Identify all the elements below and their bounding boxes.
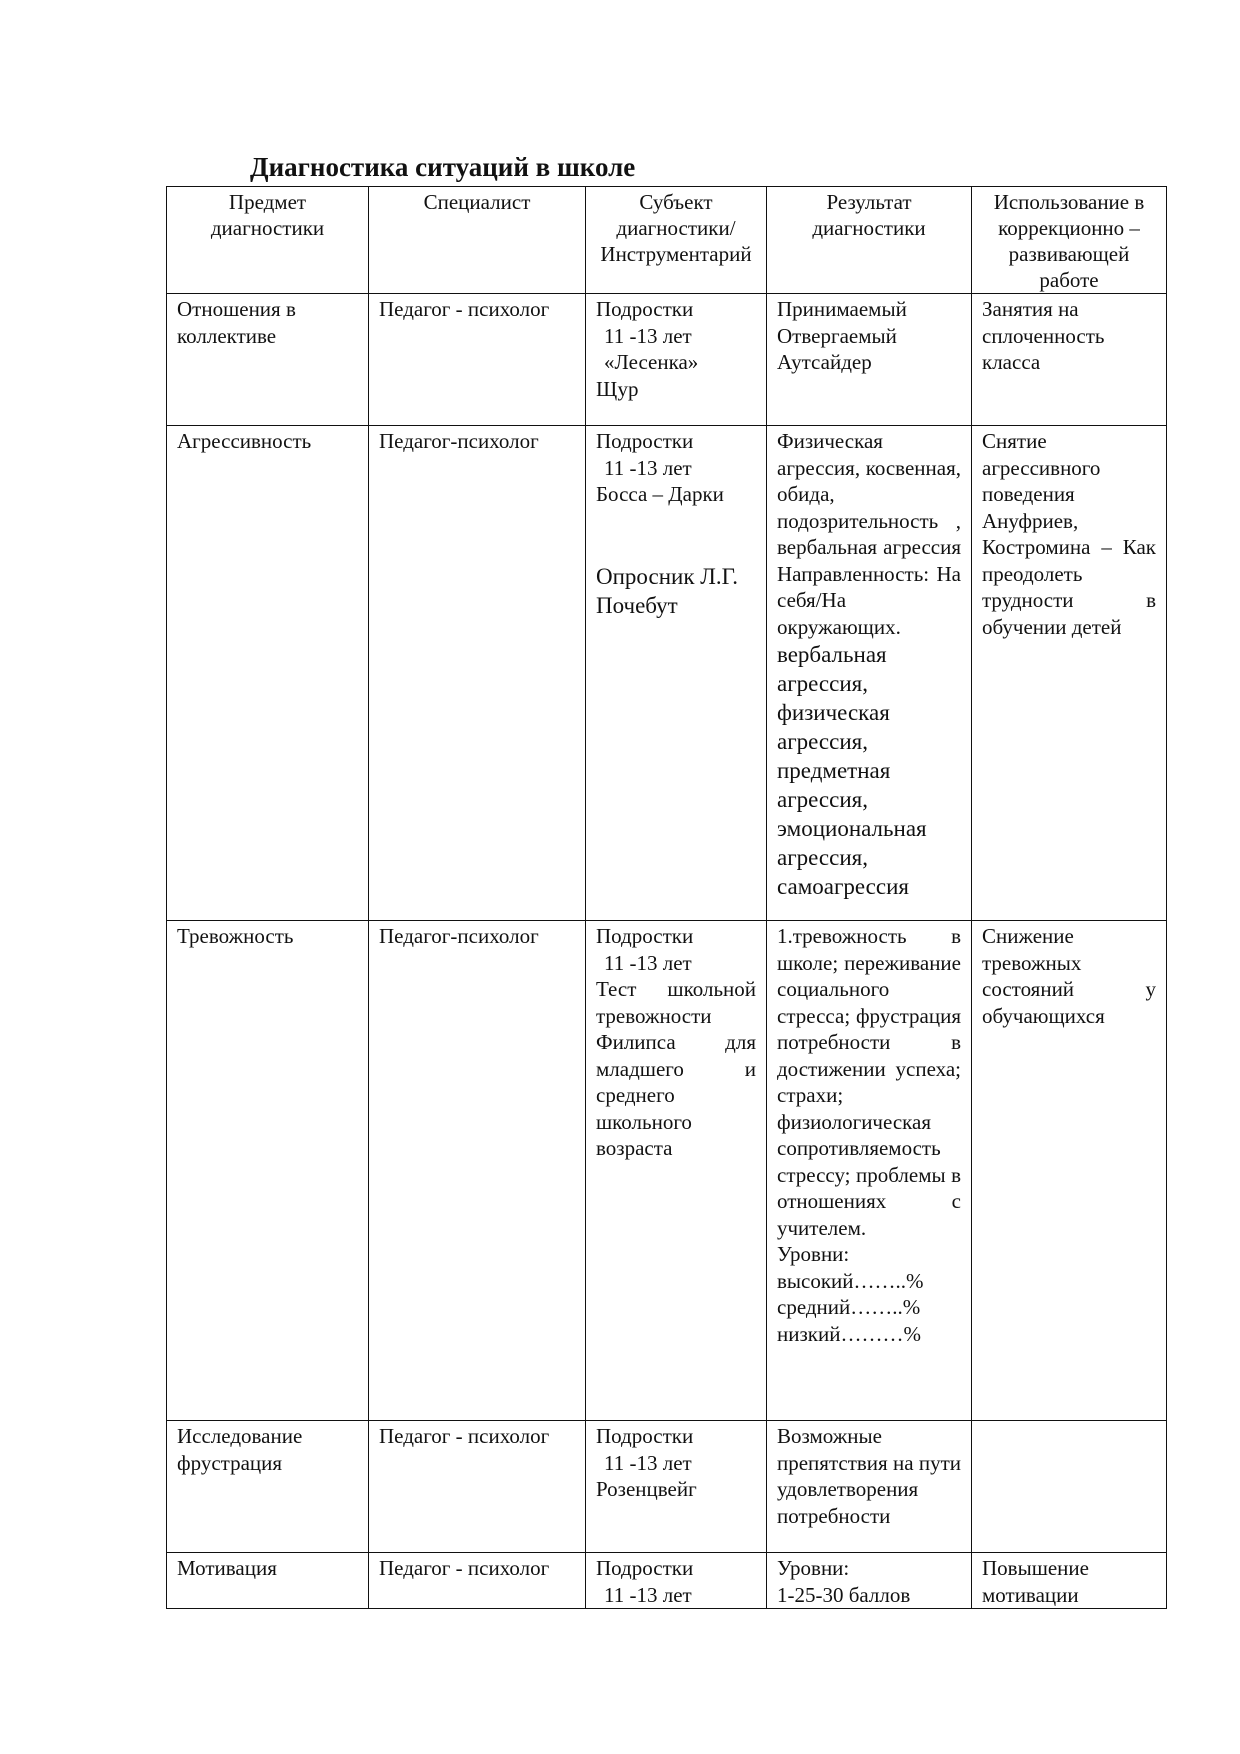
result-line: эмоциональная агрессия, <box>777 816 927 870</box>
instrument-line: Подростки <box>596 924 694 948</box>
instrument-line: Подростки <box>596 1556 694 1580</box>
result-line: самоагрессия <box>777 874 909 899</box>
header-usage: Использование в коррекционно – развивающей работе <box>972 187 1167 294</box>
table-row <box>167 426 1167 921</box>
result-line: средний……..% <box>777 1295 921 1319</box>
row-usage <box>972 1421 1167 1553</box>
result-line: высокий……..% <box>777 1268 924 1293</box>
document-title: Диагностика ситуаций в школе <box>250 152 636 182</box>
instrument-line: Подростки <box>596 429 694 453</box>
result-line: Уровни: <box>777 1556 850 1580</box>
result-line: Уровни: <box>777 1242 850 1266</box>
row-usage: Снижение тревожных состояний у обучающихся <box>972 921 1167 1421</box>
row-usage: Повышение мотивации <box>972 1553 1167 1609</box>
instrument-extra: Опросник Л.Г. Почебут <box>596 563 739 618</box>
row-specialist: Педагог-психолог <box>369 921 586 1421</box>
result-line: Принимаемый <box>777 297 907 321</box>
row-subject: Тревожность <box>167 921 369 1421</box>
header-specialist: Специалист <box>369 187 586 294</box>
result-text: 1.тревожность в школе; переживание социального стресса; фрустрация потребности в достижении успеха; страхи; физиологическая сопротивляемость стрессу; проблемы в отношениях с учителем. <box>777 924 961 1240</box>
result-text: Физическая агрессия, косвенная, обида, подозрительность , вербальная агрессия Направленность: На себя/На окружающих. <box>777 429 961 639</box>
row-instrument <box>586 921 767 1421</box>
row-usage: Занятия на сплоченность класса <box>972 294 1167 426</box>
row-subject: Отношения в коллективе <box>167 294 369 426</box>
row-specialist: Педагог-психолог <box>369 426 586 921</box>
table-row <box>167 1421 1167 1553</box>
row-usage: Снятие агрессивного поведения Ануфриев, Костромина – Как преодолеть трудности в обучении детей <box>972 426 1167 921</box>
header-subject: Предмет диагностики <box>167 187 369 294</box>
result-line: вербальная агрессия, <box>777 642 887 696</box>
row-specialist: Педагог - психолог <box>369 1553 586 1609</box>
instrument-line: «Лесенка» <box>604 350 699 374</box>
row-subject: Мотивация <box>167 1553 369 1609</box>
result-line: Отвергаемый <box>777 323 897 348</box>
row-subject: Исследование фрустрация <box>167 1421 369 1553</box>
table-row <box>167 921 1167 1421</box>
result-line: предметная агрессия, <box>777 758 891 812</box>
row-result <box>767 1553 972 1609</box>
row-result: Возможные препятствия на пути удовлетворения потребности <box>767 1421 972 1553</box>
instrument-line: 11 -13 лет <box>604 323 692 348</box>
row-instrument <box>586 1553 767 1609</box>
instrument-text: Тест школьной тревожности Филипса для младшего и среднего школьного возраста <box>596 977 756 1160</box>
instrument-line: 11 -13 лет <box>604 1582 692 1607</box>
instrument-line: Подростки <box>596 297 694 321</box>
row-result <box>767 294 972 426</box>
row-specialist: Педагог - психолог <box>369 294 586 426</box>
result-line: Аутсайдер <box>777 350 872 374</box>
row-subject: Агрессивность <box>167 426 369 921</box>
table-row <box>167 294 1167 426</box>
row-specialist: Педагог - психолог <box>369 1421 586 1553</box>
instrument-line: 11 -13 лет <box>604 1450 692 1475</box>
table-header-row <box>167 187 1167 294</box>
result-line: низкий………% <box>777 1321 921 1346</box>
instrument-line: 11 -13 лет <box>604 950 692 975</box>
header-result: Результат диагностики <box>767 187 972 294</box>
table-row <box>167 1553 1167 1609</box>
instrument-line: Босса – Дарки <box>596 482 724 506</box>
row-instrument <box>586 1421 767 1553</box>
instrument-line: 11 -13 лет <box>604 455 692 480</box>
header-instrument: Субъект диагностики/ Инструментарий <box>586 187 767 294</box>
row-result <box>767 921 972 1421</box>
diagnostics-table <box>166 186 1167 1609</box>
row-instrument <box>586 294 767 426</box>
result-line: физическая агрессия, <box>777 700 890 754</box>
row-instrument <box>586 426 767 921</box>
result-line: 1-25-30 баллов <box>777 1582 911 1607</box>
instrument-line: Розенцвейг <box>596 1477 697 1501</box>
row-result <box>767 426 972 921</box>
instrument-line: Щур <box>596 376 639 401</box>
instrument-line: Подростки <box>596 1424 694 1448</box>
